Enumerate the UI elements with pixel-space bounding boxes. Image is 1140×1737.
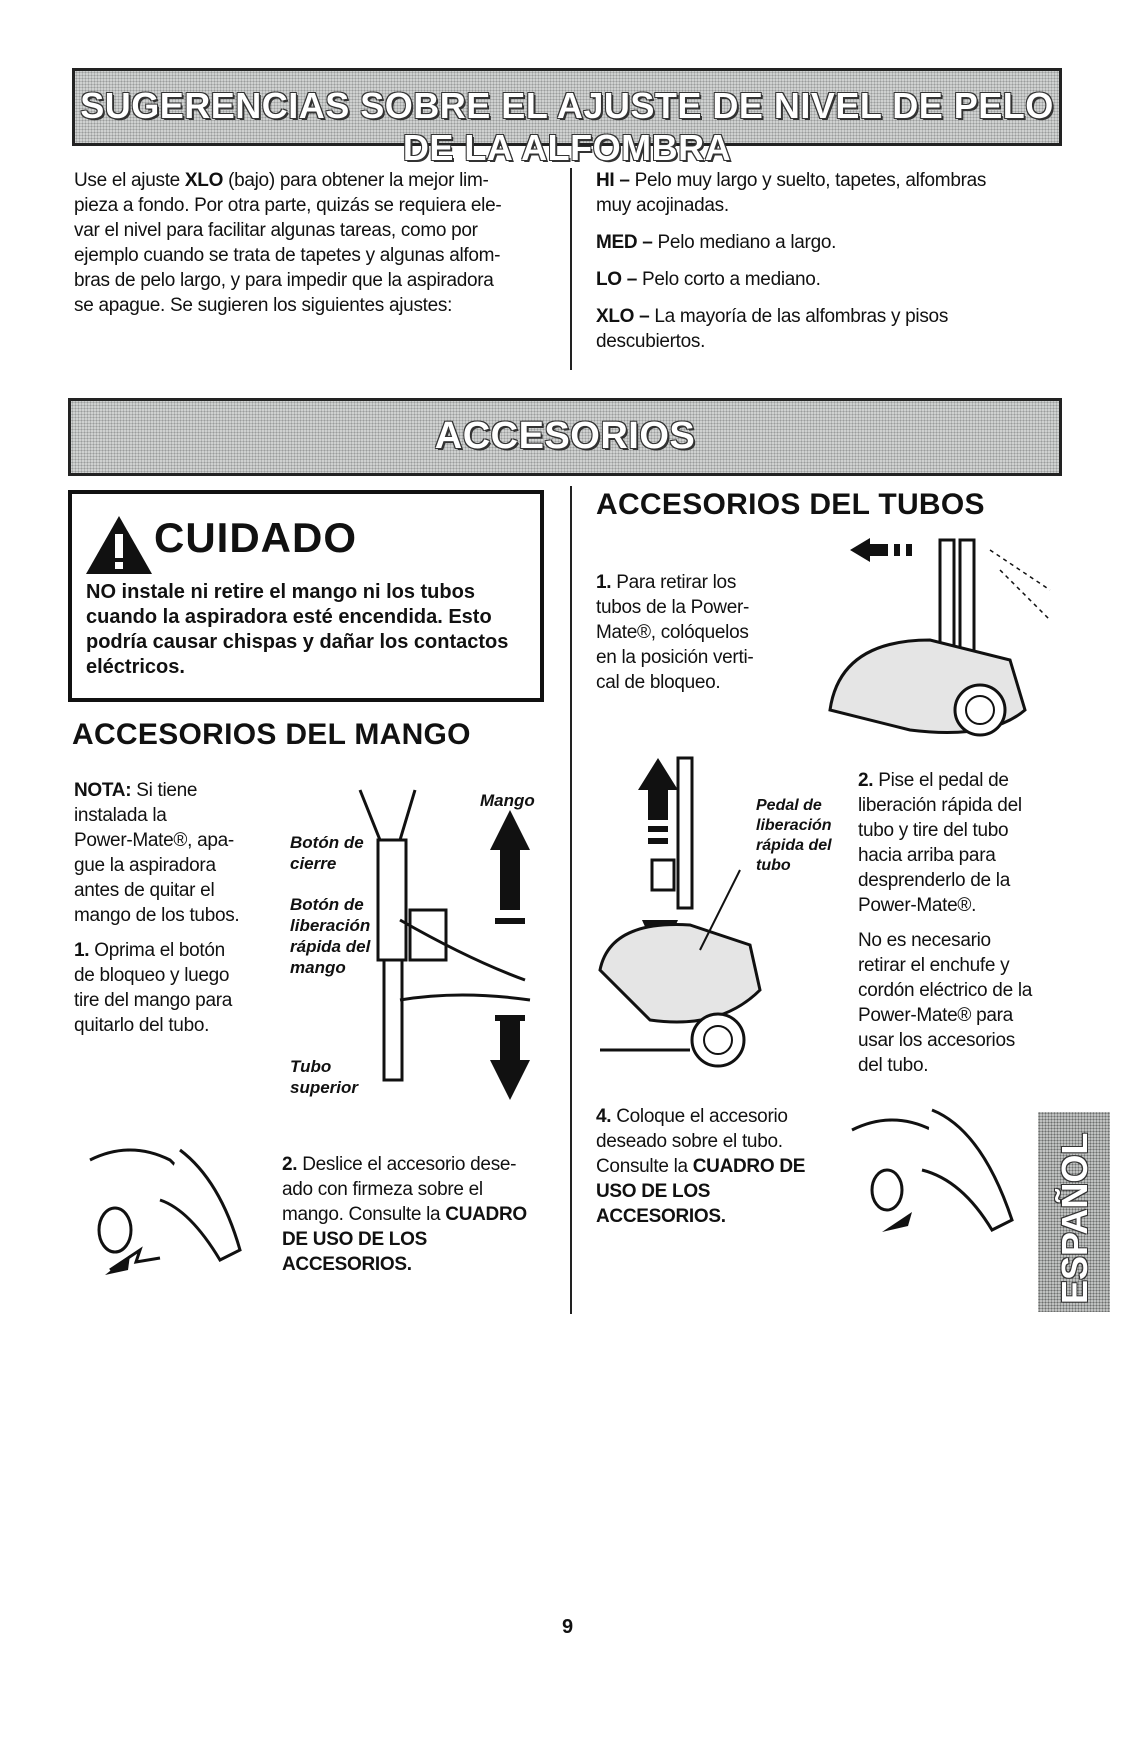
heading-mango: ACCESORIOS DEL MANGO [72,718,471,751]
language-side-tab [1038,1112,1110,1312]
warning-triangle-icon [84,514,154,576]
power-mate-upright-illustration [810,530,1060,760]
setting-lo: LO – Pelo corto a mediano. [596,269,821,290]
section-banner-accessories [68,398,1062,476]
section-banner-carpet-height [72,68,1062,168]
step4-tubos: 4. Coloque el accesorio deseado sobre el tubo. Consulte la CUADRO DE USO DE LOS ACCESORIOS. [596,1106,806,1227]
setting-xlo: XLO – La mayoría de las alfombras y pisos [596,306,949,327]
label-boton-cierre: Botón de cierre [290,833,364,873]
side-tab-label: ESPAÑOL [1054,1132,1095,1304]
note-mango: NOTA: Si tiene instalada la Power-Mate®, apa- gue la aspiradora antes de quitar el mango de los tubos. 1. Oprima el botón de bloqueo y luego tire del mango para quitarlo del tubo. [74,780,240,1036]
caution-title: CUIDADO [154,514,357,561]
label-boton-liberacion: Botón de liberación rápida del mango [290,895,371,977]
caution-text: NO instale ni retire el mango ni los tubos cuando la aspiradora esté encendida. Esto podría causar chispas y dañar los contactos eléctricos. [86,581,509,678]
caution-box [68,490,544,702]
banner-title: ACCESORIOS [434,415,696,457]
settings-list: HI – Pelo muy largo y suelto, tapetes, alfombras muy acojinadas. MED – Pelo mediano a largo. LO – Pelo corto a mediano. XLO – La mayoría de las alfombras y pisos descubiertos. [596,168,1066,354]
intro-paragraph: Use el ajuste XLO (bajo) para obtener la mejor lim- pieza a fondo. Por otra parte, quizás se requiera ele- var el nivel para facilitar algunas tareas, como por ejemplo cuando se trata de tapetes y algunas alfom- bras de pelo largo, y para impedir que la aspiradora se apague. Se sugieren los siguientes ajustes: [74,170,502,316]
setting-med: MED – Pelo mediano a largo. [596,232,837,253]
label-mango: Mango [480,791,535,810]
setting-hi: HI – Pelo muy largo y suelto, tapetes, alfombras [596,170,987,191]
banner-title: SUGERENCIAS SOBRE EL AJUSTE DE NIVEL DE PELO DE LA ALFOMBRA [80,85,1054,168]
step2-tubos: 2. Pise el pedal de liberación rápida del tubo y tire del tubo hacia arriba para desprenderlo de la Power-Mate®. No es necesario retirar el enchufe y cordón eléctrico de la Power-Mate® para usar los accesorios del tubo. [858,770,1033,1076]
hand-attachment-illustration [70,1120,250,1280]
tube-attachment-illustration [842,1100,1022,1240]
page-number: 9 [562,1616,574,1638]
column-divider-bottom [570,486,572,1314]
heading-tubos: ACCESORIOS DEL TUBOS [596,488,985,521]
step1-tubos: 1. Para retirar los tubos de la Power- Mate®, colóquelos en la posición verti- cal de bloqueo. [596,572,754,693]
column-divider-top [570,168,572,370]
label-pedal: Pedal de liberación rápida del tubo [756,797,832,874]
step2-mango: 2. Deslice el accesorio dese- ado con firmeza sobre el mango. Consulte la CUADRO DE USO DE LOS ACCESORIOS. [282,1154,527,1275]
label-tubo-superior: Tubo superior [290,1057,359,1097]
